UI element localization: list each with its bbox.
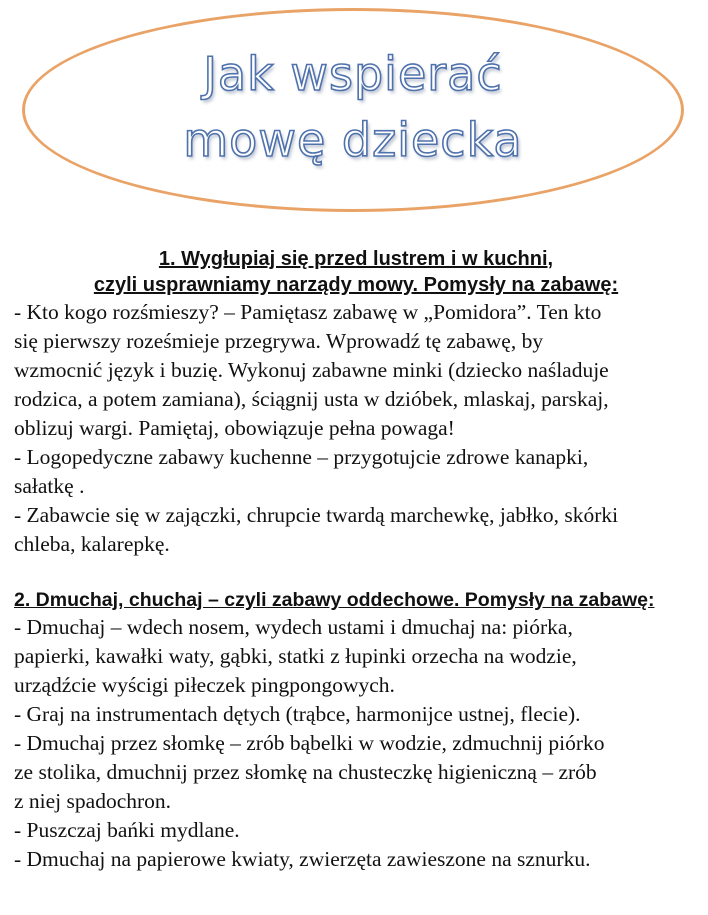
text-line: papierki, kawałki waty, gąbki, statki z łupinki orzecha na wodzie, <box>14 644 577 668</box>
text-line: - Dmuchaj przez słomkę – zrób bąbelki w wodzie, zdmuchnij piórko <box>14 731 605 755</box>
section-1-heading-line: czyli usprawniamy narządy mowy. Pomysły na zabawę: <box>93 274 619 296</box>
document-body <box>14 246 698 874</box>
section-1-heading-line: 1. Wygłupiaj się przed lustrem i w kuchni, <box>158 248 554 270</box>
text-line: - Graj na instrumentach dętych (trąbce, harmonijce ustnej, flecie). <box>14 702 581 726</box>
text-line: sałatkę . <box>14 474 85 498</box>
text-line: - Dmuchaj – wdech nosem, wydech ustami i dmuchaj na: piórka, <box>14 615 573 639</box>
page-title <box>25 41 681 173</box>
title-line-1: Jak wspierać <box>203 47 503 101</box>
text-line: oblizuj wargi. Pamiętaj, obowiązuje pełna powaga! <box>14 416 455 440</box>
section-2-text <box>14 613 698 874</box>
text-line: z niej spadochron. <box>14 789 172 813</box>
title-line-2: mowę dziecka <box>183 113 523 167</box>
text-line: chleba, kalarepkę. <box>14 532 170 556</box>
text-line: - Logopedyczne zabawy kuchenne – przygotujcie zdrowe kanapki, <box>14 445 589 469</box>
text-line: się pierwszy roześmieje przegrywa. Wprowadź tę zabawę, by <box>14 329 544 353</box>
text-line: rodzica, a potem zamiana), ściągnij usta w dzióbek, mlaskaj, parskaj, <box>14 387 609 411</box>
text-line: wzmocnić język i buzię. Wykonuj zabawne minki (dziecko naśladuje <box>14 358 609 382</box>
text-line: - Kto kogo rozśmieszy? – Pamiętasz zabawę w „Pomidora”. Ten kto <box>14 300 602 324</box>
section-1-text <box>14 298 698 559</box>
title-ellipse <box>22 8 684 212</box>
text-line: - Dmuchaj na papierowe kwiaty, zwierzęta zawieszone na sznurku. <box>14 847 591 871</box>
text-line: - Zabawcie się w zajączki, chrupcie twardą marchewkę, jabłko, skórki <box>14 503 619 527</box>
section-1-heading <box>14 246 698 298</box>
section-2-heading: 2. Dmuchaj, chuchaj – czyli zabawy oddechowe. Pomysły na zabawę: <box>14 589 655 611</box>
text-line: - Puszczaj bańki mydlane. <box>14 818 240 842</box>
text-line: urządźcie wyścigi piłeczek pingpongowych. <box>14 673 395 697</box>
text-line: ze stolika, dmuchnij przez słomkę na chusteczkę higieniczną – zrób <box>14 760 597 784</box>
